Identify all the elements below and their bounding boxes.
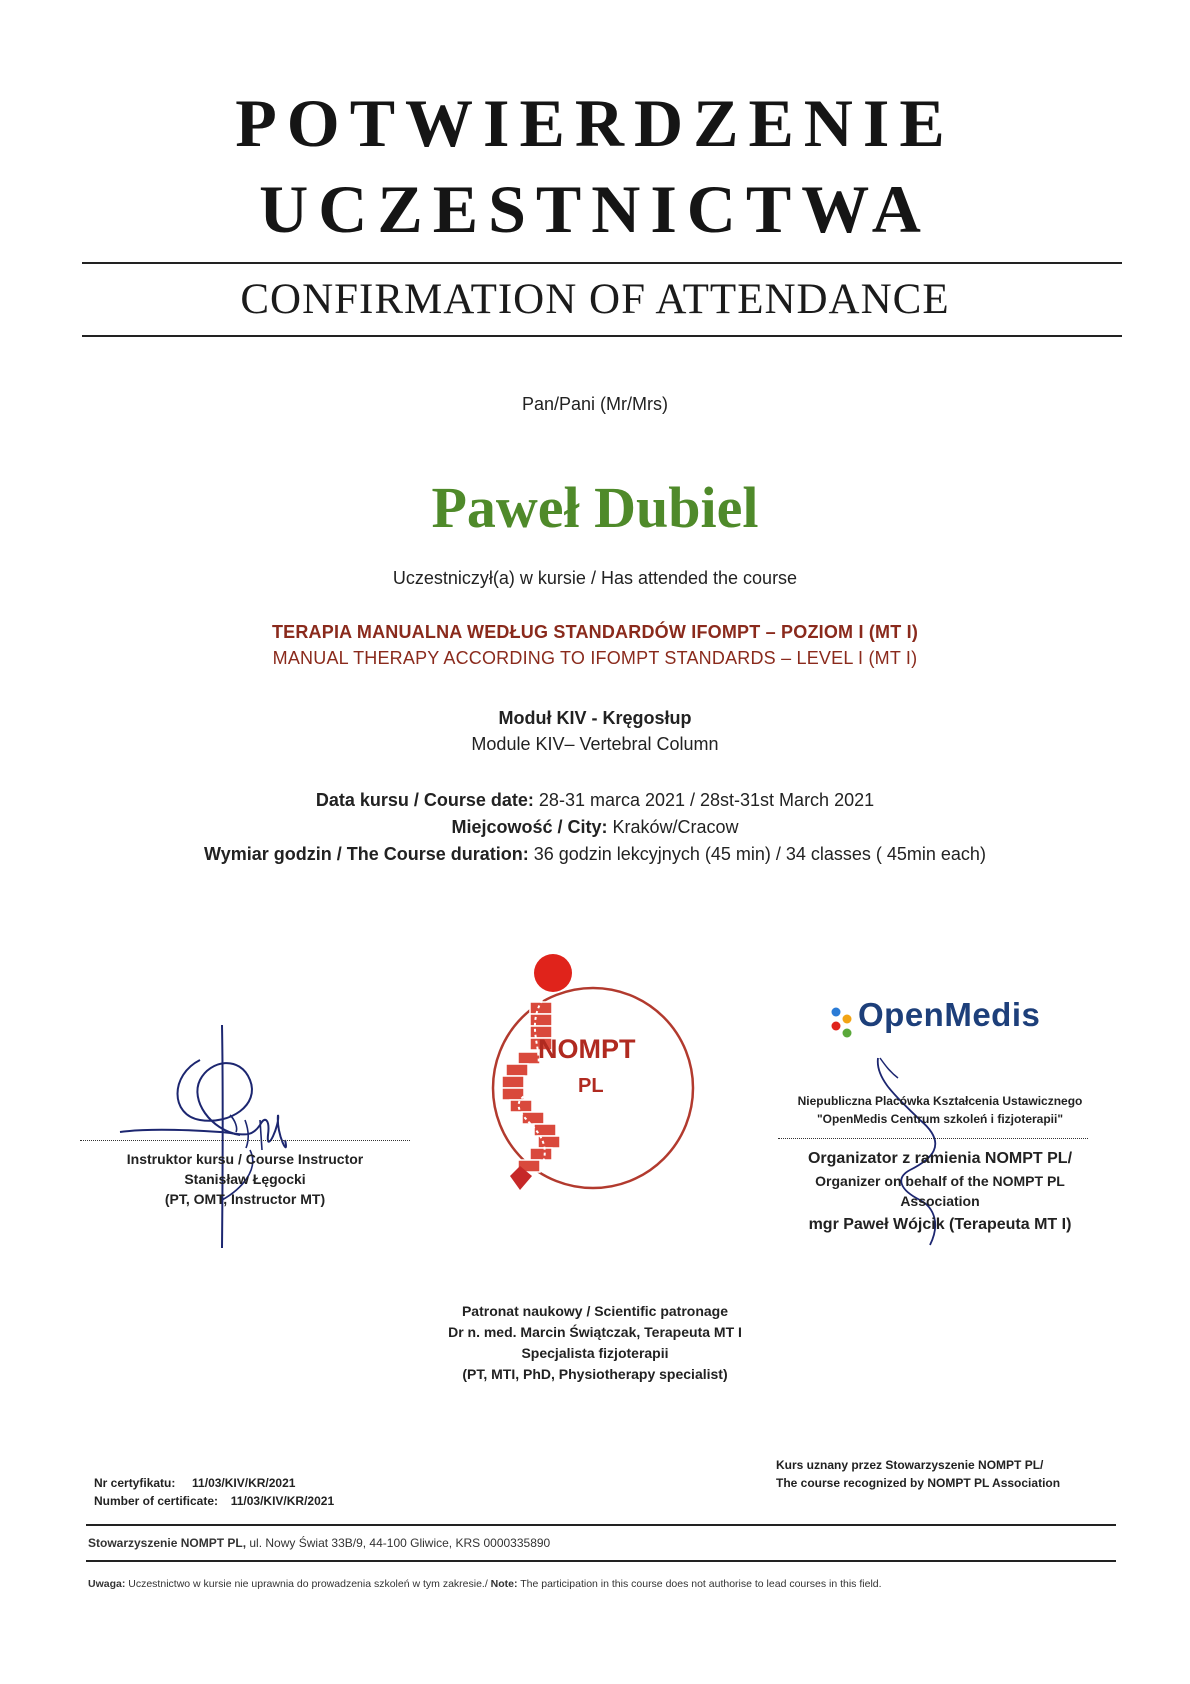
organizer-signature-line bbox=[778, 1138, 1088, 1139]
footer-address bbox=[88, 1536, 550, 1550]
organizer-institution-line2: "OpenMedis Centrum szkoleń i fizjoterapii" bbox=[816, 1112, 1064, 1126]
subtitle-divider bbox=[82, 335, 1122, 337]
course-duration-value: 36 godzin lekcyjnych (45 min) / 34 classes ( 45min each) bbox=[528, 844, 986, 864]
module-en: Module KIV– Vertebral Column bbox=[471, 734, 719, 754]
footer-note-text-pl: Uczestnictwo w kursie nie uprawnia do prowadzenia szkoleń w tym zakresie./ bbox=[125, 1578, 491, 1590]
title-pl-line2: UCZESTNICTWA bbox=[259, 171, 931, 247]
instructor-name: Stanisław Łęgocki bbox=[184, 1171, 306, 1187]
certificate-label-en: Number of certificate: bbox=[94, 1494, 219, 1508]
recipient-name: Paweł Dubiel bbox=[431, 475, 759, 540]
patronage-line2: Dr n. med. Marcin Świątczak, Terapeuta MT I bbox=[448, 1324, 742, 1340]
footer-note bbox=[88, 1578, 882, 1590]
certificate-number-value-pl: 11/03/KIV/KR/2021 bbox=[192, 1476, 296, 1490]
course-date-label: Data kursu / Course date: bbox=[315, 790, 534, 810]
title-pl-line1: POTWIERDZENIE bbox=[235, 85, 955, 161]
title-en: CONFIRMATION OF ATTENDANCE bbox=[240, 276, 950, 323]
patronage-line4: (PT, MTI, PhD, Physiotherapy specialist) bbox=[462, 1366, 728, 1382]
recognition-line1: Kurs uznany przez Stowarzyszenie NOMPT PL/ bbox=[776, 1458, 1044, 1472]
certificate-number-en bbox=[94, 1492, 334, 1510]
organizer-person: mgr Paweł Wójcik (Terapeuta MT I) bbox=[808, 1216, 1072, 1233]
course-title-pl: TERAPIA MANUALNA WEDŁUG STANDARDÓW IFOMPT – POZIOM I (MT I) bbox=[271, 622, 919, 642]
footer-note-label-pl: Uwaga: bbox=[88, 1578, 126, 1590]
course-date bbox=[0, 790, 1190, 811]
course-city-label: Miejcowość / City: bbox=[451, 817, 608, 837]
course-duration bbox=[0, 844, 1190, 865]
course-duration-label: Wymiar godzin / The Course duration: bbox=[204, 844, 529, 864]
footer-divider-bottom bbox=[86, 1560, 1116, 1562]
patronage-line1: Patronat naukowy / Scientific patronage bbox=[461, 1303, 729, 1319]
nompt-logo-dot bbox=[534, 954, 572, 992]
instructor-signature-line bbox=[80, 1140, 410, 1141]
course-title-en: MANUAL THERAPY ACCORDING TO IFOMPT STANDARDS – LEVEL I (MT I) bbox=[272, 648, 918, 668]
footer-note-label-en: Note: bbox=[490, 1578, 518, 1590]
instructor-role: Instruktor kursu / Course Instructor bbox=[126, 1151, 364, 1167]
patronage-line3: Specjalista fizjoterapii bbox=[521, 1345, 669, 1361]
salutation: Pan/Pani (Mr/Mrs) bbox=[521, 394, 669, 414]
organizer-role-en-line1: Organizer on behalf of the NOMPT PL bbox=[815, 1173, 1065, 1189]
openmedis-dots-icon bbox=[828, 1004, 858, 1044]
nompt-logo bbox=[490, 940, 720, 1210]
footer-note-text-en: The participation in this course does not authorise to lead courses in this field. bbox=[517, 1578, 882, 1590]
course-city-value: Kraków/Cracow bbox=[607, 817, 739, 837]
footer-association-name: Stowarzyszenie NOMPT PL, bbox=[88, 1536, 247, 1550]
nompt-logo-country: PL bbox=[578, 1075, 604, 1097]
course-city bbox=[0, 817, 1190, 838]
nompt-logo-name: NOMPT bbox=[538, 1034, 636, 1064]
instructor-signature bbox=[110, 1020, 350, 1250]
top-divider bbox=[82, 262, 1122, 264]
certificate-number-value-en: 11/03/KIV/KR/2021 bbox=[230, 1494, 335, 1508]
organizer-institution-line1: Niepubliczna Placówka Kształcenia Ustawicznego bbox=[797, 1094, 1083, 1108]
certificate-label-pl: Nr certyfikatu: bbox=[94, 1476, 176, 1490]
organizer-role-pl: Organizator z ramienia NOMPT PL/ bbox=[807, 1150, 1073, 1167]
instructor-credentials: (PT, OMT, Instructor MT) bbox=[164, 1191, 326, 1207]
course-date-value: 28-31 marca 2021 / 28st-31st March 2021 bbox=[533, 790, 875, 810]
footer-divider-top bbox=[86, 1524, 1116, 1526]
openmedis-brand: OpenMedis bbox=[858, 996, 1041, 1033]
attended-text: Uczestniczył(a) w kursie / Has attended the course bbox=[392, 568, 798, 588]
organizer-role-en-line2: Association bbox=[900, 1193, 980, 1209]
module-pl: Moduł KIV - Kręgosłup bbox=[498, 708, 692, 728]
recognition-line2: The course recognized by NOMPT PL Association bbox=[776, 1476, 1061, 1490]
certificate-number-pl bbox=[94, 1474, 295, 1492]
footer-address-text: ul. Nowy Świat 33B/9, 44-100 Gliwice, KRS 0000335890 bbox=[246, 1536, 551, 1550]
